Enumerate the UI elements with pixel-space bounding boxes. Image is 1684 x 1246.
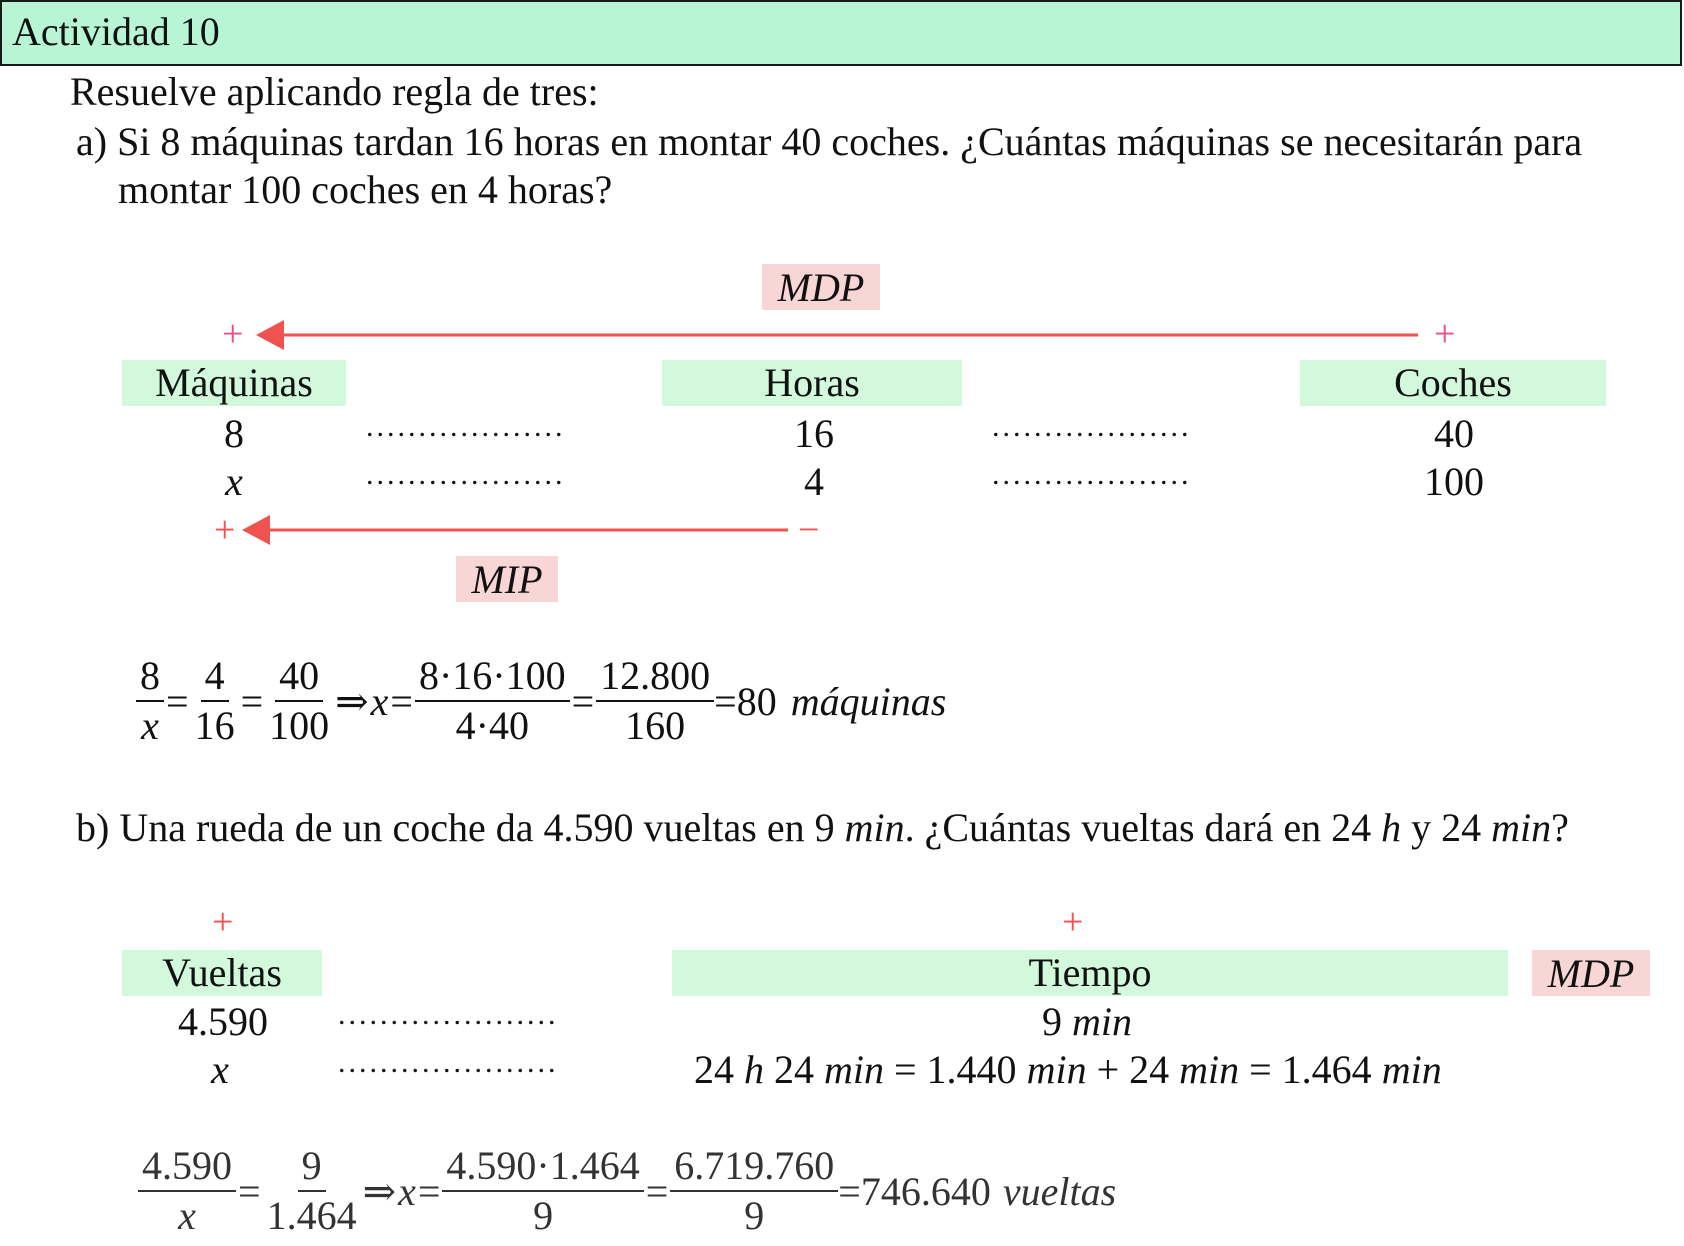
mdp-arrowhead bbox=[256, 320, 284, 350]
dots-b2: ..................... bbox=[338, 1046, 559, 1079]
cell-vueltas-2: x bbox=[211, 1047, 229, 1092]
header-coches: Coches bbox=[1300, 360, 1606, 406]
plus-sign-mip: + bbox=[214, 509, 236, 551]
cell-tiempo-2: 24 h 24 min = 1.440 min + 24 min = 1.464 min bbox=[694, 1047, 1442, 1092]
intro-text: Resuelve aplicando regla de tres: bbox=[70, 69, 599, 114]
dots-a1-left: ................... bbox=[366, 410, 566, 443]
question-a-line2: montar 100 coches en 4 horas? bbox=[118, 167, 613, 212]
cell-horas-1: 16 bbox=[794, 411, 834, 456]
plus-sign-tiempo: + bbox=[1062, 901, 1084, 943]
activity-title: Actividad 10 bbox=[12, 9, 220, 54]
header-vueltas: Vueltas bbox=[122, 950, 322, 996]
fraction-b4: $\frac{6.719.760}{9}$ bbox=[670, 1142, 838, 1240]
question-a-line1: a) Si 8 máquinas tardan 16 horas en montar 40 coches. ¿Cuántas máquinas se necesitarán para bbox=[76, 119, 1583, 164]
header-tiempo: Tiempo bbox=[672, 950, 1508, 996]
result-b-unit: vueltas bbox=[1002, 1168, 1117, 1214]
fraction-a2: $\frac{4}{16}$ bbox=[194, 653, 235, 748]
dots-a1-right: ................... bbox=[992, 410, 1192, 443]
result-b: =746.640 bbox=[838, 1168, 991, 1214]
cell-maquinas-2: x bbox=[225, 459, 243, 504]
fraction-a1: $\frac{8}{x}$ bbox=[136, 652, 164, 750]
fraction-a4: $\frac{8\cdot 16\cdot 100}{4\cdot 40}$ bbox=[415, 652, 570, 750]
mip-arrowhead bbox=[242, 515, 270, 545]
fraction-a5: $\frac{12.800}{160}$ bbox=[596, 652, 714, 750]
plus-sign-coches: + bbox=[1434, 313, 1456, 355]
fraction-a3: $\frac{40}{100}$ bbox=[269, 653, 330, 748]
cell-coches-1: 40 bbox=[1434, 411, 1474, 456]
cell-maquinas-1: 8 bbox=[224, 411, 244, 456]
dots-a2-left: ................... bbox=[366, 458, 566, 491]
fraction-b2: $\frac{9}{1.464}$ bbox=[266, 1143, 357, 1238]
fraction-b3: $\frac{4.590\cdot 1.464}{9}$ bbox=[442, 1142, 643, 1240]
equation-b: $\frac{4.590}{x}$ = $\frac{9}{1.464}$ ⇒ x = $\frac{4.590\cdot 1.464}{9}$ = $\frac{6.719.760}{9}$ =746.640 vueltas bbox=[138, 1142, 1116, 1240]
header-maquinas: Máquinas bbox=[122, 360, 346, 406]
cell-vueltas-1: 4.590 bbox=[178, 999, 268, 1044]
header-horas: Horas bbox=[662, 360, 962, 406]
cell-coches-2: 100 bbox=[1424, 459, 1484, 504]
result-a-unit: máquinas bbox=[790, 678, 947, 724]
result-a: =80 bbox=[714, 678, 777, 724]
plus-sign-maquinas: + bbox=[222, 313, 244, 355]
cell-tiempo-1: 9 min bbox=[1042, 999, 1132, 1044]
mdp-tag-a: MDP bbox=[762, 264, 880, 310]
plus-sign-vueltas: + bbox=[212, 901, 234, 943]
question-b: b) Una rueda de un coche da 4.590 vueltas en 9 min. ¿Cuántas vueltas dará en 24 h y 24 min? bbox=[76, 805, 1569, 850]
mip-tag: MIP bbox=[456, 556, 558, 602]
fraction-b1: $\frac{4.590}{x}$ bbox=[138, 1142, 236, 1240]
equation-a: $\frac{8}{x}$ = $\frac{4}{16}$ = $\frac{40}{100}$ ⇒ x = $\frac{8\cdot 16\cdot 100}{4\cdot 40}$ = $\frac{12.800}{160}$ =80 máquinas bbox=[136, 652, 946, 750]
dots-a2-right: ................... bbox=[992, 458, 1192, 491]
cell-horas-2: 4 bbox=[804, 459, 824, 504]
mdp-tag-b: MDP bbox=[1532, 950, 1650, 996]
dots-b1: ..................... bbox=[338, 998, 559, 1031]
minus-sign-mip: − bbox=[798, 509, 820, 551]
